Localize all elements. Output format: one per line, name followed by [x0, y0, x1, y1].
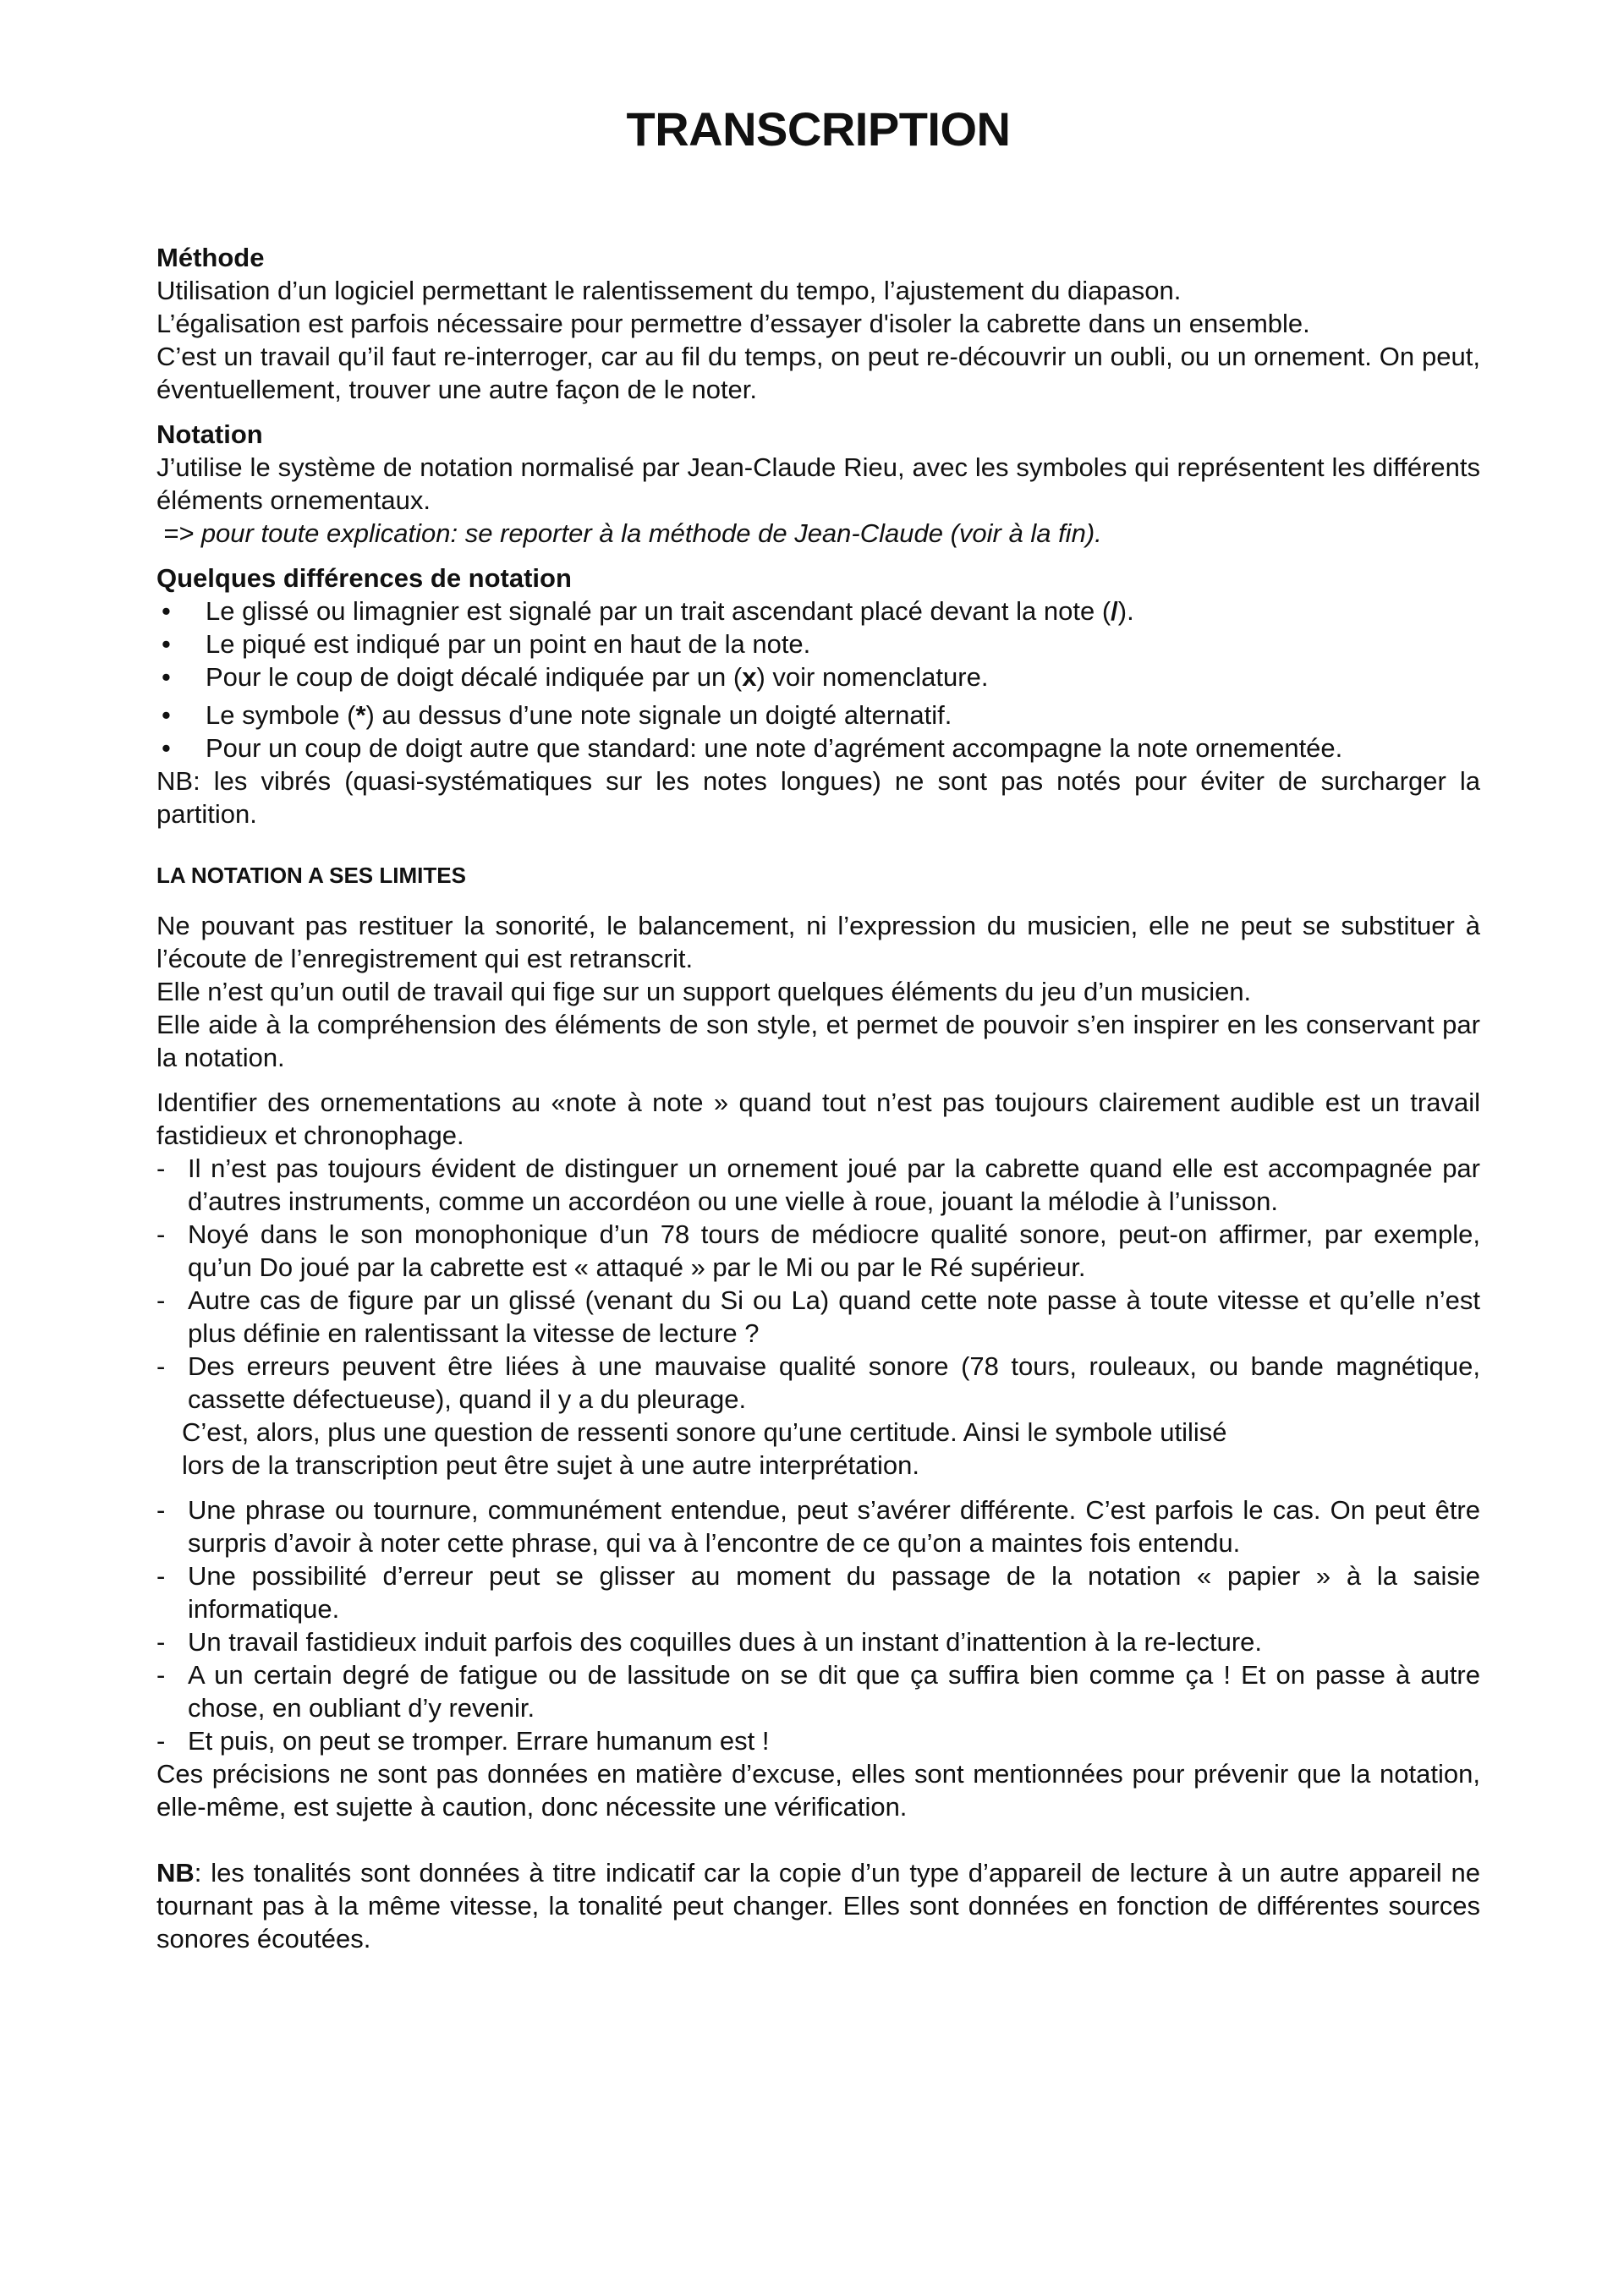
- paragraph: L’égalisation est parfois nécessaire pour permettre d’essayer d'isoler la cabrette dans un ensemble.: [156, 309, 1310, 338]
- paragraph: C’est un travail qu’il faut re-interroger, car au fil du temps, on peut re-découvrir un oubli, ou un ornement. On peut, éventuellement, trouver une autre façon de le noter.: [156, 342, 1480, 404]
- nb-paragraph: NB: les vibrés (quasi-systématiques sur les notes longues) ne sont pas notés pour éviter de surcharger la partition.: [156, 766, 1480, 829]
- paragraph: Ces précisions ne sont pas données en matière d’excuse, elles sont mentionnées pour prévenir que la notation, elle-même, est sujette à caution, donc nécessite une vérification.: [156, 1759, 1480, 1822]
- list-item: • Le piqué est indiqué par un point en haut de la note.: [162, 629, 811, 659]
- nb-label: NB: [156, 1858, 195, 1888]
- nb-final-paragraph: NB: les tonalités sont données à titre indicatif car la copie d’un type d’appareil de lecture à un autre appareil ne tournant pas à la même vitesse, la tonalité peut changer. Elles sont données en fonction de différentes sources sonores écoutées.: [156, 1858, 1480, 1954]
- list-item: • Pour le coup de doigt décalé indiquée par un (x) voir nomenclature.: [162, 662, 989, 692]
- list-item: • Le glissé ou limagnier est signalé par un trait ascendant placé devant la note (/).: [162, 596, 1134, 626]
- dash-marker: -: [156, 1660, 166, 1690]
- dash-marker: -: [156, 1351, 166, 1381]
- section-differences: [156, 562, 1480, 830]
- dash-marker: -: [156, 1153, 166, 1183]
- dash-marker: -: [156, 1285, 166, 1315]
- bullet-marker: •: [162, 629, 171, 659]
- dash-list: [156, 1493, 1480, 1757]
- bullet-marker: •: [162, 733, 171, 763]
- section-methode: [156, 241, 1480, 406]
- dash-marker: -: [156, 1627, 166, 1657]
- list-item: - Noyé dans le son monophonique d’un 78 tours de médiocre qualité sonore, peut-on affirmer, par exemple, qu’un Do joué par la cabrette est « attaqué » par le Mi ou par le Ré supérieur.: [156, 1219, 1480, 1282]
- asterisk-symbol: *: [355, 700, 366, 730]
- dash-list: [156, 1152, 1480, 1416]
- dash-marker: -: [156, 1495, 166, 1525]
- aside-line: lors de la transcription peut être sujet à une autre interprétation.: [182, 1450, 919, 1480]
- note-reference: => pour toute explication: se reporter à la méthode de Jean-Claude (voir à la fin).: [163, 518, 1102, 548]
- list-item: - Et puis, on peut se tromper. Errare humanum est !: [156, 1726, 770, 1756]
- list-item: - Des erreurs peuvent être liées à une mauvaise qualité sonore (78 tours, rouleaux, ou bande magnétique, cassette défectueuse), quand il y a du pleurage.: [156, 1351, 1480, 1414]
- paragraph: Ne pouvant pas restituer la sonorité, le balancement, ni l’expression du musicien, elle ne peut se substituer à l’écoute de l’enregistrement qui est retranscrit.: [156, 911, 1480, 973]
- page-title: TRANSCRIPTION: [626, 102, 1011, 156]
- list-item: - Un travail fastidieux induit parfois des coquilles dues à un instant d’inattention à la re-lecture.: [156, 1627, 1263, 1657]
- document-body: [156, 241, 1480, 1955]
- heading-differences: Quelques différences de notation: [156, 563, 572, 593]
- heading-notation: Notation: [156, 419, 263, 449]
- bullet-list: [156, 595, 1480, 764]
- list-item: • Le symbole (*) au dessus d’une note signale un doigté alternatif.: [162, 700, 952, 730]
- paragraph: Elle aide à la compréhension des éléments de son style, et permet de pouvoir s’en inspirer en les conservant par la notation.: [156, 1010, 1480, 1072]
- paragraph: Identifier des ornementations au «note à note » quand tout n’est pas toujours clairement audible est un travail fastidieux et chronophage.: [156, 1088, 1480, 1150]
- bullet-marker: •: [162, 662, 171, 692]
- dash-marker: -: [156, 1726, 166, 1756]
- x-symbol: x: [742, 662, 757, 692]
- list-item: - Autre cas de figure par un glissé (venant du Si ou La) quand cette note passe à toute vitesse et qu’elle n’est plus définie en ralentissant la vitesse de lecture ?: [156, 1285, 1480, 1348]
- dash-marker: -: [156, 1219, 166, 1249]
- list-item: • Pour un coup de doigt autre que standard: une note d’agrément accompagne la note ornementée.: [162, 733, 1343, 763]
- heading-limites: LA NOTATION A SES LIMITES: [156, 863, 466, 888]
- paragraph: J’utilise le système de notation normalisé par Jean-Claude Rieu, avec les symboles qui représentent les différents éléments ornementaux.: [156, 452, 1480, 515]
- heading-methode: Méthode: [156, 243, 265, 272]
- bullet-marker: •: [162, 700, 171, 730]
- list-item: - Une phrase ou tournure, communément entendue, peut s’avérer différente. C’est parfois le cas. On peut être surpris d’avoir à noter cette phrase, qui va à l’encontre de ce qu’on a maintes fois entendu.: [156, 1495, 1480, 1558]
- list-item: - Il n’est pas toujours évident de distinguer un ornement joué par la cabrette quand elle est accompagnée par d’autres instruments, comme un accordéon ou une vielle à roue, jouant la mélodie à l’unisson.: [156, 1153, 1480, 1216]
- paragraph: Elle n’est qu’un outil de travail qui fige sur un support quelques éléments du jeu d’un musicien.: [156, 977, 1252, 1006]
- aside-line: C’est, alors, plus une question de ressenti sonore qu’une certitude. Ainsi le symbole utilisé: [182, 1417, 1227, 1447]
- dash-marker: -: [156, 1561, 166, 1591]
- glisse-symbol: /: [1111, 596, 1118, 626]
- section-limites: [156, 909, 1480, 1955]
- list-item: - A un certain degré de fatigue ou de lassitude on se dit que ça suffira bien comme ça ! Et on passe à autre chose, en oubliant d’y revenir.: [156, 1660, 1480, 1723]
- list-item: - Une possibilité d’erreur peut se glisser au moment du passage de la notation « papier » à la saisie informatique.: [156, 1561, 1480, 1624]
- bullet-marker: •: [162, 596, 171, 626]
- paragraph: Utilisation d’un logiciel permettant le ralentissement du tempo, l’ajustement du diapason.: [156, 276, 1182, 305]
- section-notation: [156, 418, 1480, 550]
